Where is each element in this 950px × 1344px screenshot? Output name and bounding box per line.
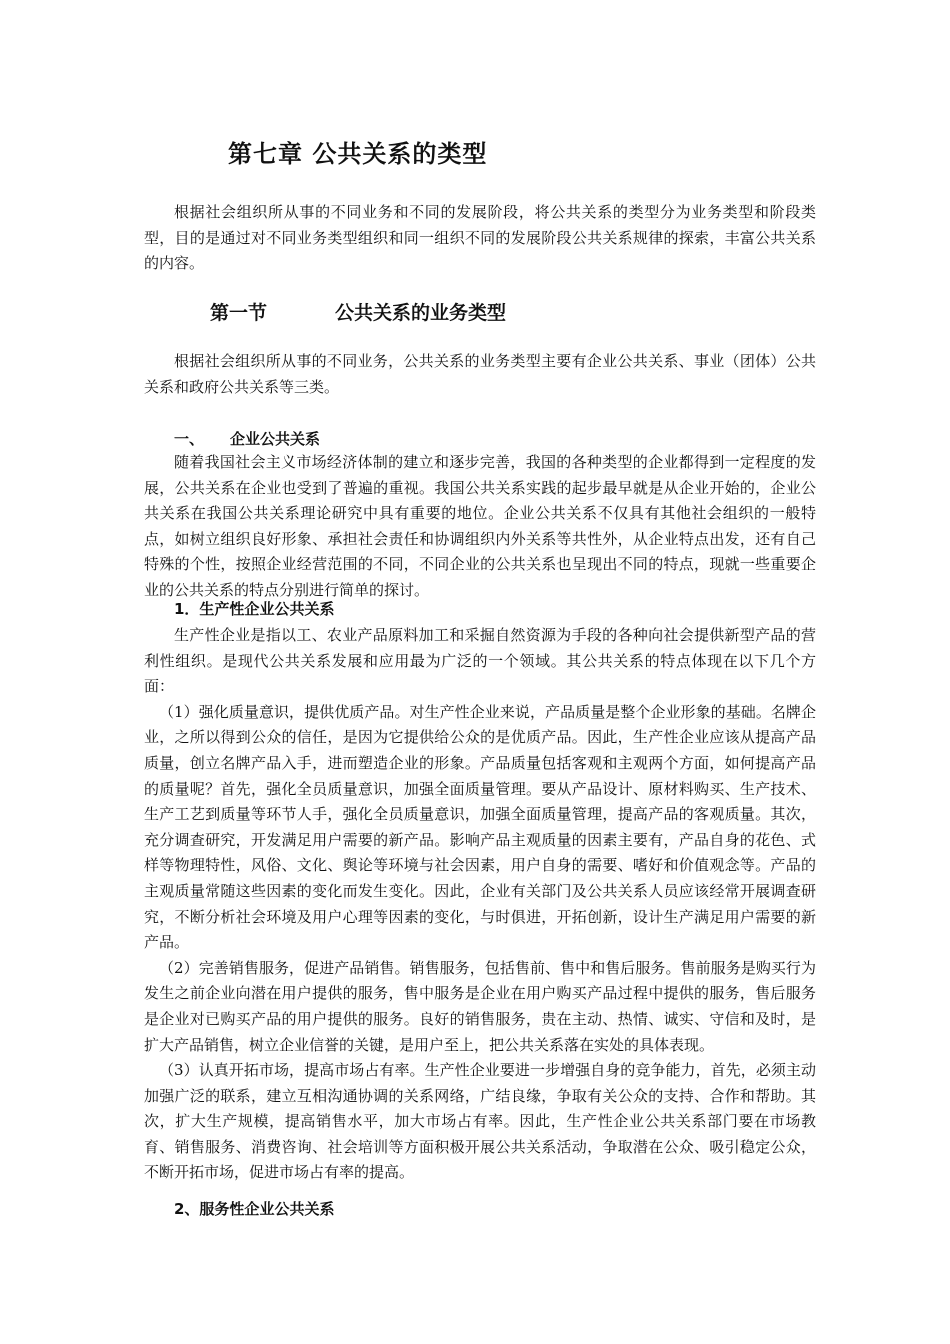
intro-block <box>144 200 816 277</box>
section-title <box>210 298 506 325</box>
part-one-heading <box>174 428 320 449</box>
subsection-1-heading: 1．生产性企业公共关系 <box>174 600 335 618</box>
part-one-paragraph: 随着我国社会主义市场经济体制的建立和逐步完善，我国的各种类型的企业都得到一定程度的发展，公共关系在企业也受到了普遍的重视。我国公共关系实践的起步最早就是从企业开始的，企业公共关系在我国公共关系理论研究中具有重要的地位。企业公共关系不仅具有其他社会组织的一般特点，如树立组织良好形象、承担社会责任和协调组织内外关系等共性外，从企业特点出发，还有自己特殊的个性，按照企业经营范围的不同，不同企业的公共关系也呈现出不同的特点，现就一些重要企业的公共关系的特点分别进行简单的探讨。 <box>144 453 816 599</box>
subsection-2-heading: 2、服务性企业公共关系 <box>174 1200 335 1218</box>
part-one-number: 一、 <box>174 430 205 448</box>
part-one-title: 企业公共关系 <box>230 430 321 448</box>
section-intro-block <box>144 349 816 400</box>
intro-paragraph: 根据社会组织所从事的不同业务和不同的发展阶段，将公共关系的类型分为业务类型和阶段类型，目的是通过对不同业务类型组织和同一组织不同的发展阶段公共关系规律的探索，丰富公共关系的内容。 <box>144 203 816 273</box>
point-3-paragraph: （3）认真开拓市场，提高市场占有率。生产性企业要进一步增强自身的竞争能力，首先，必须主动加强广泛的联系，建立互相沟通协调的关系网络，广结良缘，争取有关公众的支持、合作和帮助。其次，扩大生产规模，提高销售水平，加大市场占有率。因此，生产性企业公共关系部门要在市场教育、销售服务、消费咨询、社会培训等方面积极开展公共关系活动，争取潜在公众、吸引稳定公众，不断开拓市场，促进市场占有率的提高。 <box>144 1061 816 1182</box>
subsection-1-intro: 生产性企业是指以工、农业产品原料加工和采掘自然资源为手段的各种向社会提供新型产品的营利性组织。是现代公共关系发展和应用最为广泛的一个领域。其公共关系的特点体现在以下几个方面： <box>144 626 816 696</box>
chapter-title: 第七章 公共关系的类型 <box>228 140 488 168</box>
part-one-block <box>144 450 816 604</box>
point-1-paragraph: （1）强化质量意识，提供优质产品。对生产性企业来说，产品质量是整个企业形象的基础。名牌企业，之所以得到公众的信任，是因为它提供给公众的是优质产品。因此，生产性企业应该从提高产品质量，创立名牌产品入手，进而塑造企业的形象。产品质量包括客观和主观两个方面，如何提高产品的质量呢？首先，强化全员质量意识，加强全面质量管理。要从产品设计、原材料购买、生产技术、生产工艺到质量等环节人手，强化全员质量意识，加强全面质量管理，提高产品的客观质量。其次，充分调查研究，开发满足用户需要的新产品。影响产品主观质量的因素主要有，产品自身的花色、式样等物理特性，风俗、文化、舆论等环境与社会因素，用户自身的需要、嗜好和价值观念等。产品的主观质量常随这些因素的变化而发生变化。因此，企业有关部门及公共关系人员应该经常开展调查研究，不断分析社会环境及用户心理等因素的变化，与时俱进，开拓创新，设计生产满足用户需要的新产品。 <box>144 702 816 952</box>
section-title-text: 公共关系的业务类型 <box>335 302 507 324</box>
point-2-paragraph: （2）完善销售服务，促进产品销售。销售服务，包括售前、售中和售后服务。售前服务是购买行为发生之前企业向潜在用户提供的服务，售中服务是企业在用户购买产品过程中提供的服务，售后服务是企业对已购买产品的用户提供的服务。良好的销售服务，贵在主动、热情、诚实、守信和及时，是扩大产品销售，树立企业信誉的关键，是用户至上，把公共关系落在实处的具体表现。 <box>144 958 816 1054</box>
section-number: 第一节 <box>210 302 268 324</box>
section-intro-paragraph: 根据社会组织所从事的不同业务，公共关系的业务类型主要有企业公共关系、事业（团体）公共关系和政府公共关系等三类。 <box>144 352 816 396</box>
subsection-1-block <box>144 623 816 1186</box>
